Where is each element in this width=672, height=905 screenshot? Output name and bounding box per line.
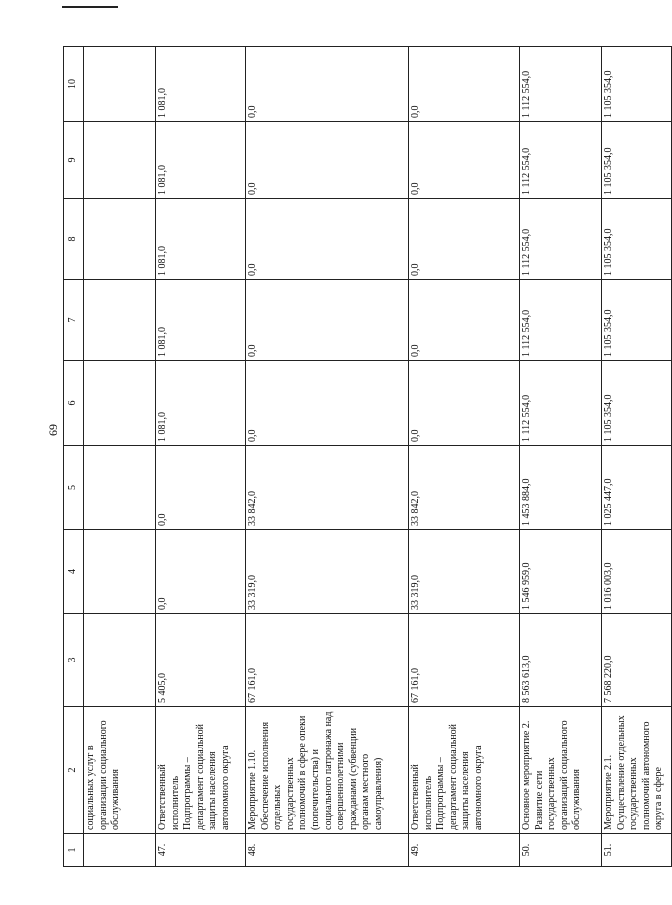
table-row — [84, 47, 156, 867]
row-value — [84, 280, 156, 361]
row-value: 1 546 959,0 — [520, 530, 602, 614]
row-description: Ответственный исполнитель Подпрограммы – департамент социальной защиты населения автономного округа — [409, 707, 520, 834]
table-row — [602, 47, 672, 867]
row-value: 33 842,0 — [409, 446, 520, 530]
table-row — [409, 47, 520, 867]
header-cell: 5 — [64, 446, 84, 530]
row-value: 0,0 — [409, 280, 520, 361]
row-value: 1 105 354,0 — [602, 47, 672, 122]
row-value: 0,0 — [246, 47, 409, 122]
row-value: 0,0 — [246, 361, 409, 446]
row-number: 50. — [520, 834, 602, 867]
row-number — [84, 834, 156, 867]
row-value: 1 081,0 — [156, 280, 246, 361]
row-number: 47. — [156, 834, 246, 867]
row-value: 1 112 554,0 — [520, 122, 602, 199]
row-value — [84, 530, 156, 614]
row-value: 1 025 447,0 — [602, 446, 672, 530]
header-cell: 6 — [64, 361, 84, 446]
row-description: Мероприятие 1.10. Обеспечение исполнения отдельных государственных полномочий в сфере опеки (попечительства) и социального патронажа над совершеннолетними гражданами (субвенции органам местного самоуправления) — [246, 707, 409, 834]
table-row — [246, 47, 409, 867]
row-value — [84, 47, 156, 122]
row-value: 67 161,0 — [246, 614, 409, 707]
row-value — [84, 614, 156, 707]
row-value: 5 405,0 — [156, 614, 246, 707]
row-value: 1 081,0 — [156, 122, 246, 199]
row-number: 49. — [409, 834, 520, 867]
row-value — [84, 446, 156, 530]
row-value: 33 842,0 — [246, 446, 409, 530]
row-value: 1 081,0 — [156, 47, 246, 122]
row-value — [84, 361, 156, 446]
row-value: 1 453 884,0 — [520, 446, 602, 530]
row-description: социальных услуг в организации социального обслуживания — [84, 707, 156, 834]
row-value: 67 161,0 — [409, 614, 520, 707]
row-value: 8 563 613,0 — [520, 614, 602, 707]
row-number: 51. — [602, 834, 672, 867]
table-row — [156, 47, 246, 867]
header-cell: 2 — [64, 707, 84, 834]
rotated-table-container — [63, 47, 665, 867]
row-value: 0,0 — [409, 122, 520, 199]
row-value: 7 568 220,0 — [602, 614, 672, 707]
row-value: 1 105 354,0 — [602, 122, 672, 199]
header-cell: 10 — [64, 47, 84, 122]
header-cell: 1 — [64, 834, 84, 867]
row-value: 0,0 — [246, 280, 409, 361]
top-rule — [62, 6, 118, 8]
row-value: 1 112 554,0 — [520, 361, 602, 446]
row-value: 1 105 354,0 — [602, 361, 672, 446]
row-value: 1 081,0 — [156, 361, 246, 446]
row-value: 1 016 003,0 — [602, 530, 672, 614]
row-value: 0,0 — [246, 199, 409, 280]
row-value: 0,0 — [156, 446, 246, 530]
row-value: 0,0 — [409, 361, 520, 446]
row-value: 1 112 554,0 — [520, 199, 602, 280]
row-value: 0,0 — [409, 47, 520, 122]
header-row — [64, 47, 84, 867]
header-cell: 3 — [64, 614, 84, 707]
row-value: 33 319,0 — [246, 530, 409, 614]
row-value: 0,0 — [246, 122, 409, 199]
header-cell: 9 — [64, 122, 84, 199]
row-value: 1 081,0 — [156, 199, 246, 280]
table-row — [520, 47, 602, 867]
row-value: 0,0 — [409, 199, 520, 280]
row-value: 33 319,0 — [409, 530, 520, 614]
row-value — [84, 122, 156, 199]
row-value — [84, 199, 156, 280]
row-description: Мероприятие 2.1. Осуществление отдельных государственных полномочий автономного округа в сфере — [602, 707, 672, 834]
row-description: Ответственный исполнитель Подпрограммы – департамент социальной защиты населения автономного округа — [156, 707, 246, 834]
row-value: 0,0 — [156, 530, 246, 614]
header-cell: 8 — [64, 199, 84, 280]
row-value: 1 112 554,0 — [520, 280, 602, 361]
row-number: 48. — [246, 834, 409, 867]
header-cell: 7 — [64, 280, 84, 361]
row-value: 1 105 354,0 — [602, 199, 672, 280]
header-cell: 4 — [64, 530, 84, 614]
row-value: 1 105 354,0 — [602, 280, 672, 361]
page-number: 69 — [46, 424, 60, 436]
row-value: 1 112 554,0 — [520, 47, 602, 122]
row-description: Основное мероприятие 2. Развитие сети государственных организаций социального обслуживания — [520, 707, 602, 834]
budget-table — [63, 46, 672, 867]
table-body — [64, 47, 672, 867]
